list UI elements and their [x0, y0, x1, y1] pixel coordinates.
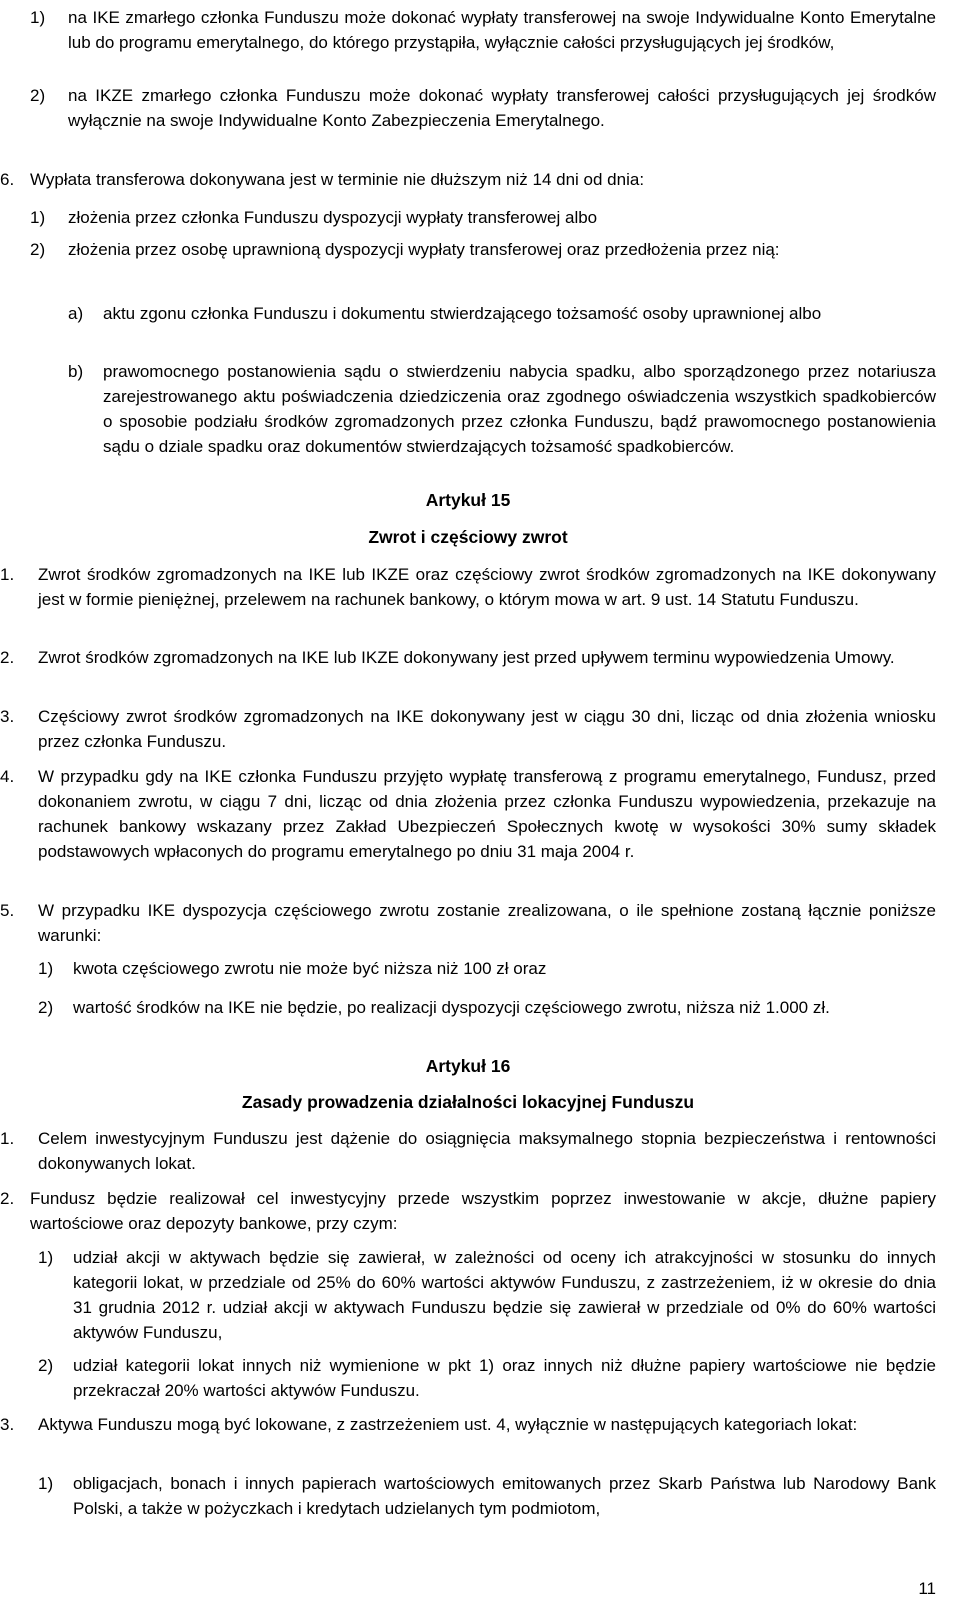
point-6-subitem-a: [68, 301, 936, 326]
point-6-subitem-b-text: prawomocnego postanowienia sądu o stwierdzeniu nabycia spadku, albo sporządzonego przez notariusza zarejestrowanego aktu poświadczenia dziedziczenia oraz zgodnego oświadczenia wszystkich spadkobierców o sposobie podziału środków zgromadzonych przez członka Funduszu, bądź prawomocnego postanowienia sądu o dziale spadku oraz dokumentów stwierdzających tożsamość spadkobierców.: [103, 362, 936, 456]
art15-condition-2-number: 2): [38, 998, 54, 1017]
art15-condition-2: [38, 995, 936, 1020]
art15-point-2-number: 2.: [0, 648, 15, 667]
art15-point-3: [0, 704, 936, 754]
art15-point-5-number: 5.: [0, 901, 15, 920]
art16-point-1-number: 1.: [0, 1129, 15, 1148]
art15-point-5-text: W przypadku IKE dyspozycja częściowego zwrotu zostanie zrealizowana, o ile spełnione zostaną łącznie poniższe warunki:: [38, 901, 936, 945]
point-6-item-1: [30, 205, 936, 230]
art16-point-3-subitem-1: [38, 1471, 936, 1521]
intro-item-1: [30, 5, 936, 55]
art16-subitem-1: [38, 1245, 936, 1345]
point-6-item-2-text: złożenia przez osobę uprawnioną dyspozycji wypłaty transferowej oraz przedłożenia przez nią:: [68, 240, 780, 259]
point-6-number: 6.: [0, 170, 15, 189]
point-6-item-1-number: 1): [30, 208, 46, 227]
art16-point-1-text: Celem inwestycyjnym Funduszu jest dążenie do osiągnięcia maksymalnego stopnia bezpieczeństwa i rentowności dokonywanych lokat.: [38, 1129, 936, 1173]
art15-point-3-text: Częściowy zwrot środków zgromadzonych na IKE dokonywany jest w ciągu 30 dni, licząc od dnia złożenia wniosku przez członka Funduszu.: [38, 707, 936, 751]
intro-item-2-number: 2): [30, 86, 46, 105]
point-6-item-1-text: złożenia przez członka Funduszu dyspozycji wypłaty transferowej albo: [68, 208, 598, 227]
art16-point-2-text: Fundusz będzie realizował cel inwestycyjny przede wszystkim poprzez inwestowanie w akcje, dłużne papiery wartościowe oraz depozyty bankowe, przy czym:: [30, 1189, 936, 1233]
art15-point-1-number: 1.: [0, 565, 15, 584]
art16-point-3: [0, 1412, 936, 1437]
art16-subitem-2: [38, 1353, 936, 1403]
art15-condition-1-number: 1): [38, 959, 54, 978]
art16-subitem-1-text: udział akcji w aktywach będzie się zawierał, w zależności od oceny ich atrakcyjności w stosunku do innych kategorii lokat, w przedziale od 25% do 60% wartości aktywów Funduszu, z zastrzeżeniem, iż w okresie do dnia 31 grudnia 2012 r. udział akcji w aktywach Funduszu będzie się zawierał w przedziale od 0% do 60% wartości aktywów Funduszu,: [73, 1248, 936, 1342]
point-6-subitem-b: [68, 359, 936, 459]
art16-point-3-number: 3.: [0, 1415, 15, 1434]
art16-point-2: [0, 1186, 936, 1236]
article-16-subtitle: Zasady prowadzenia działalności lokacyjnej Funduszu: [241, 1092, 695, 1112]
article-15-subtitle: Zwrot i częściowy zwrot: [368, 527, 568, 547]
art15-point-1-text: Zwrot środków zgromadzonych na IKE lub IKZE oraz częściowy zwrot środków zgromadzonych na IKE dokonywany jest w formie pieniężnej, przelewem na rachunek bankowy, o którym mowa w art. 9 ust. 14 Statutu Funduszu.: [38, 565, 936, 609]
point-6-subitem-a-letter: a): [68, 304, 84, 323]
art15-point-2: [0, 645, 936, 670]
art16-point-3-text: Aktywa Funduszu mogą być lokowane, z zastrzeżeniem ust. 4, wyłącznie w następujących kategoriach lokat:: [38, 1415, 858, 1434]
art15-point-2-text: Zwrot środków zgromadzonych na IKE lub IKZE dokonywany jest przed upływem terminu wypowiedzenia Umowy.: [38, 648, 895, 667]
art15-condition-1-text: kwota częściowego zwrotu nie może być niższa niż 100 zł oraz: [73, 959, 547, 978]
intro-item-1-text: na IKE zmarłego członka Funduszu może dokonać wypłaty transferowej na swoje Indywidualne Konto Emerytalne lub do programu emerytalnego, do którego przystąpiła, wyłącznie całości przysługujących jej środków,: [68, 8, 936, 52]
art15-point-5: [0, 898, 936, 948]
art16-subitem-1-number: 1): [38, 1248, 54, 1267]
art15-condition-2-text: wartość środków na IKE nie będzie, po realizacji dyspozycji częściowego zwrotu, niższa niż 1.000 zł.: [73, 998, 830, 1017]
art15-point-4: [0, 764, 936, 864]
art15-point-1: [0, 562, 936, 612]
art16-point-3-subitem-1-text: obligacjach, bonach i innych papierach wartościowych emitowanych przez Skarb Państwa lub Narodowy Bank Polski, a także w pożyczkach i kredytach udzielanych tym podmiotom,: [73, 1474, 936, 1518]
art15-point-3-number: 3.: [0, 707, 15, 726]
article-16-title: Artykuł 16: [425, 1056, 511, 1076]
art16-subitem-2-text: udział kategorii lokat innych niż wymienione w pkt 1) oraz innych niż dłużne papiery wartościowe nie będzie przekraczał 20% wartości aktywów Funduszu.: [73, 1356, 936, 1400]
point-6: [0, 167, 936, 192]
point-6-subitem-a-text: aktu zgonu członka Funduszu i dokumentu stwierdzającego tożsamość osoby uprawnionej albo: [103, 304, 822, 323]
intro-item-1-number: 1): [30, 8, 46, 27]
art16-subitem-2-number: 2): [38, 1356, 54, 1375]
art16-point-1: [0, 1126, 936, 1176]
art15-point-4-text: W przypadku gdy na IKE członka Funduszu przyjęto wypłatę transferową z programu emerytalnego, Fundusz, przed dokonaniem zwrotu, w ciągu 7 dni, licząc od dnia złożenia przez członka Funduszu wypowiedzenia, przekazuje na rachunek bankowy wskazany przez Zakład Ubezpieczeń Społecznych kwotę w wysokości 30% sumy składek podstawowych wpłaconych do programu emerytalnego po dniu 31 maja 2004 r.: [38, 767, 936, 861]
point-6-item-2: [30, 237, 936, 262]
point-6-item-2-number: 2): [30, 240, 46, 259]
point-6-text: Wypłata transferowa dokonywana jest w terminie nie dłuższym niż 14 dni od dnia:: [30, 170, 645, 189]
art15-condition-1: [38, 956, 936, 981]
art16-point-3-subitem-1-number: 1): [38, 1474, 54, 1493]
point-6-subitem-b-letter: b): [68, 362, 84, 381]
intro-item-2-text: na IKZE zmarłego członka Funduszu może dokonać wypłaty transferowej całości przysługujących jej środków wyłącznie na swoje Indywidualne Konto Zabezpieczenia Emerytalnego.: [68, 86, 936, 130]
article-15-title: Artykuł 15: [425, 490, 511, 510]
intro-item-2: [30, 83, 936, 133]
art15-point-4-number: 4.: [0, 767, 15, 786]
art16-point-2-number: 2.: [0, 1189, 15, 1208]
page-number: 11: [918, 1579, 936, 1598]
